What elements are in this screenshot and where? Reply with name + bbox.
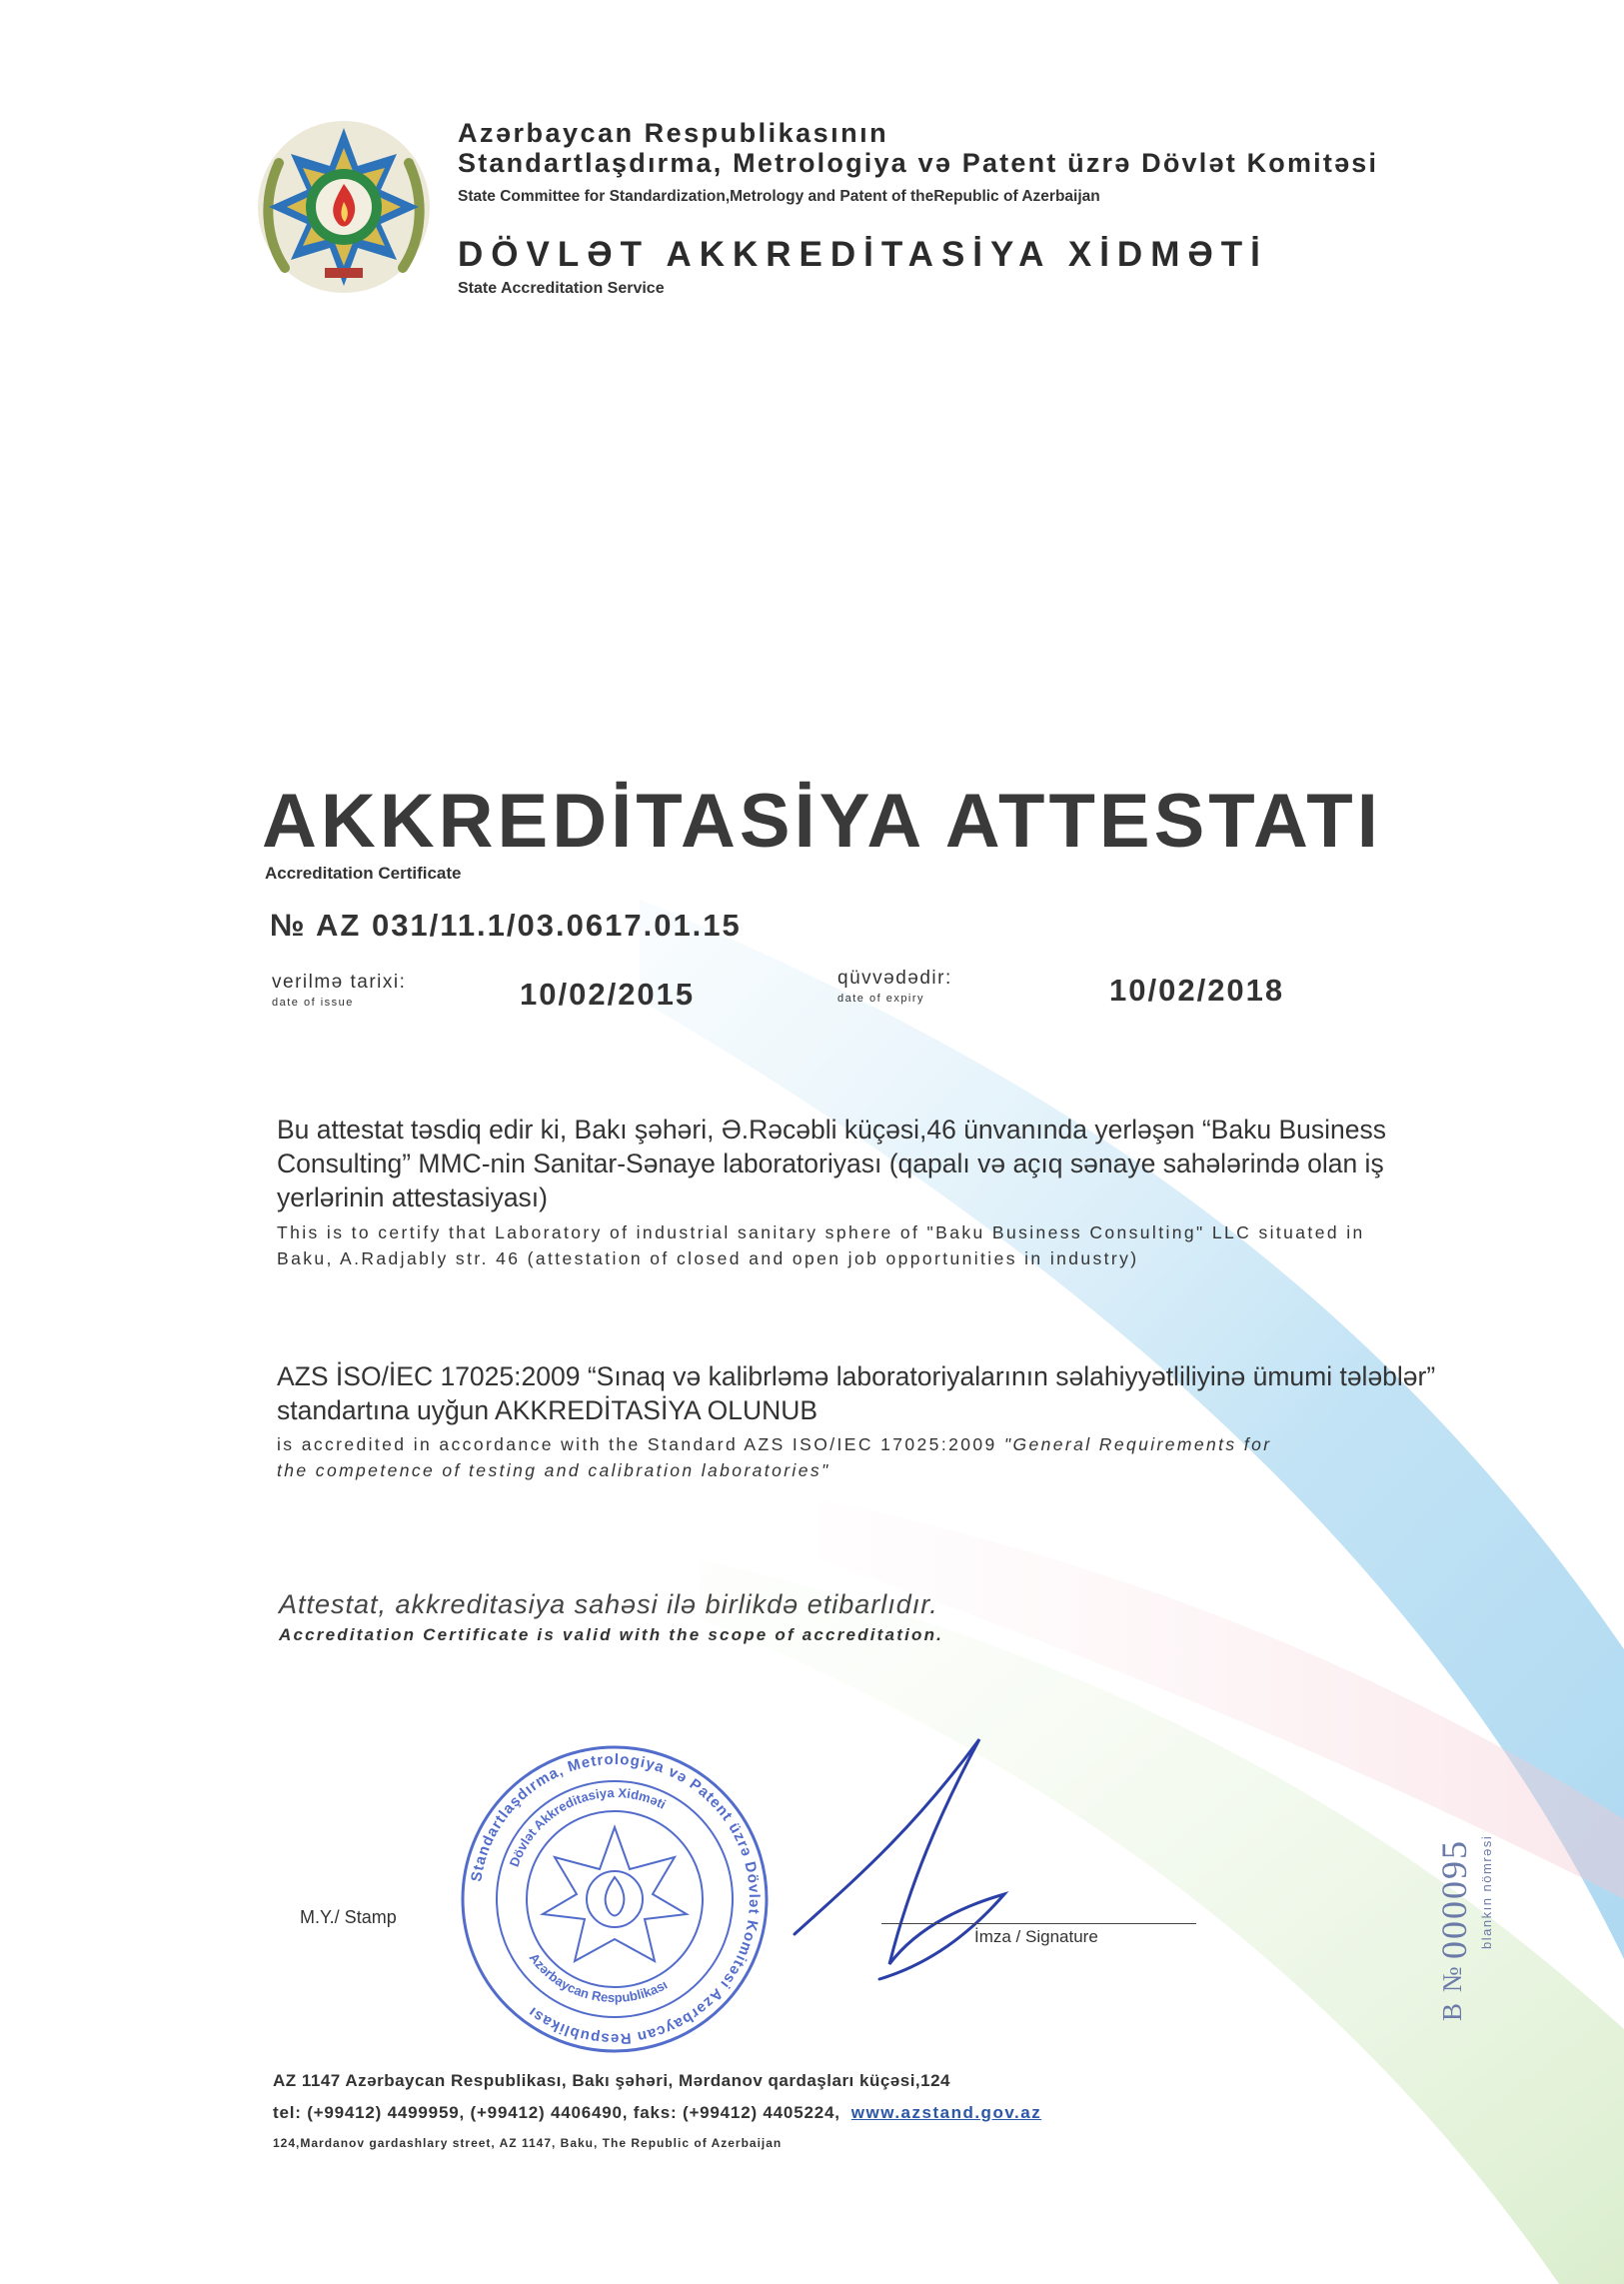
issue-date-value: 10/02/2015 [520, 977, 696, 1012]
signature-line [881, 1923, 1196, 1924]
certify-text-en-line2: Baku, A.Radjably str. 46 (attestation of closed and open job opportunities in industry) [277, 1248, 1139, 1268]
standard-text-en-line1-b: "General Requirements for [1003, 1434, 1272, 1454]
committee-name-az-line1: Azərbaycan Respublikasının [458, 118, 889, 148]
service-name-az: DÖVLƏT AKKREDİTASİYA XİDMƏTİ [458, 235, 1268, 274]
footer-address-az: AZ 1147 Azərbaycan Respublikası, Bakı şəhəri, Mərdanov qardaşları küçəsi,124 [273, 2071, 951, 2090]
validity-text-az: Attestat, akkreditasiya sahəsi ilə birlikdə etibarlıdır. [279, 1589, 938, 1619]
standard-text-en-line1-a: is accredited in accordance with the Standard AZS ISO/IEC 17025:2009 [277, 1434, 1004, 1454]
footer-phone-fax: tel: (+99412) 4499959, (+99412) 4406490, faks: (+99412) 4405224, [273, 2103, 840, 2122]
footer-contacts [273, 2103, 1041, 2123]
certify-text-az-line1: Bu attestat təsdiq edir ki, Bakı şəhəri, Ə.Rəcəbli küçəsi,46 ünvanında yerləşən “Baku Business [277, 1115, 1386, 1144]
committee-name-en: State Committee for Standardization,Metrology and Patent of theRepublic of Azerbaijan [458, 188, 1100, 205]
certify-text-az-line2: Consulting” MMC-nin Sanitar-Sənaye laboratoriyası (qapalı və açıq sənaye sahələrində olan iş [277, 1148, 1384, 1178]
issue-date-label: verilmə tarixi: [272, 972, 407, 993]
official-seal-icon [455, 1739, 775, 2059]
stamp-label: M.Y./ Stamp [300, 1907, 397, 1927]
signature-label: İmza / Signature [974, 1927, 1098, 1946]
expiry-date-value: 10/02/2018 [1109, 973, 1285, 1008]
certify-text-en-line1: This is to certify that Laboratory of industrial sanitary sphere of "Baku Business Consulting" LLC situated in [277, 1222, 1365, 1242]
standard-text-az-line2: standartına uyğun AKKREDİTASİYA OLUNUB [277, 1395, 818, 1425]
standard-text-en-line2: the competence of testing and calibration laboratories" [277, 1460, 830, 1480]
certify-text-az-line3: yerlərinin attestasiyası) [277, 1182, 548, 1212]
seal-bottom-text: Azərbaycan Respublikası [526, 1950, 671, 2006]
validity-text-en: Accreditation Certificate is valid with the scope of accreditation. [279, 1625, 944, 1644]
blank-number-value: 000095 [1434, 1839, 1474, 1959]
expiry-date-label-en: date of expiry [837, 993, 925, 1005]
committee-name-az-line2: Standartlaşdırma, Metrologiya və Patent üzrə Dövlət Komitəsi [458, 148, 1379, 178]
footer-website-link[interactable]: www.azstand.gov.az [850, 2103, 1042, 2122]
seal-outer-text: Standartlaşdırma, Metrologiya və Patent üzrə Dövlət Komitəsi Azərbaycan Respublikası [468, 1750, 764, 2048]
certificate-title: AKKREDİTASİYA ATTESTATI [262, 779, 1382, 864]
expiry-date-label: qüvvədədir: [837, 968, 952, 989]
blank-number-prefix: B № [1437, 1964, 1467, 2021]
standard-text-en-line1 [277, 1431, 1576, 1457]
blank-number-caption: blankın nömrəsi [1479, 1834, 1494, 1949]
blank-number-block [1419, 1789, 1529, 2029]
certificate-number: № AZ 031/11.1/03.0617.01.15 [270, 908, 742, 943]
certificate-title-en: Accreditation Certificate [265, 864, 462, 883]
seal-inner-text: Dövlət Akkreditasiya Xidməti [506, 1784, 669, 1869]
azerbaijan-emblem-icon [255, 118, 433, 296]
standard-text-az-line1: AZS İSO/İEC 17025:2009 “Sınaq və kalibrləmə laboratoriyalarının səlahiyyətliliyinə ümumi tələblər” [277, 1361, 1436, 1391]
issue-date-label-en: date of issue [272, 997, 354, 1009]
footer-address-en: 124,Mardanov gardashlary street, AZ 1147, Baku, The Republic of Azerbaijan [273, 2136, 783, 2150]
service-name-en: State Accreditation Service [458, 280, 665, 297]
